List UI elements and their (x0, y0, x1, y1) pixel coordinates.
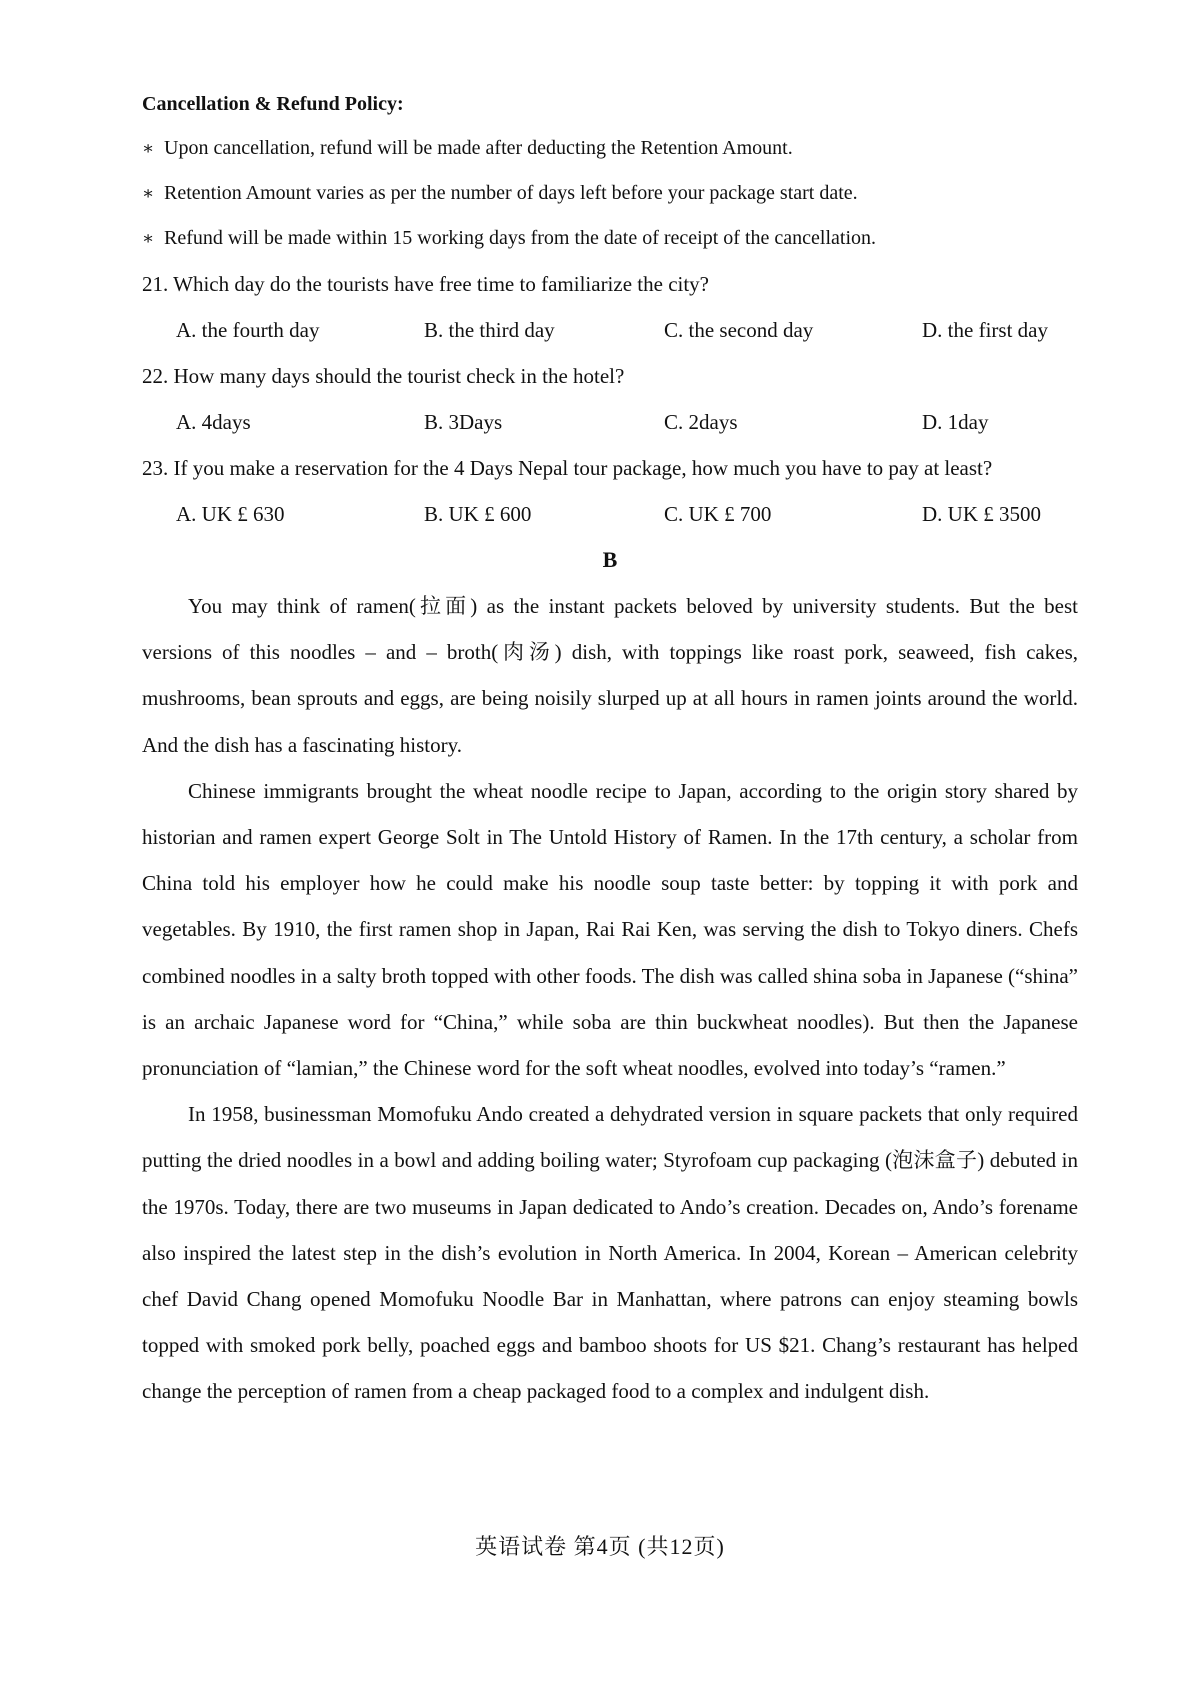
question-stem: 22. How many days should the tourist check in the hotel? (142, 364, 625, 388)
policy-list (142, 126, 1078, 261)
passage-paragraph: Chinese immigrants brought the wheat noodle recipe to Japan, according to the origin story shared by historian and ramen expert George Solt in The Untold History of Ramen. In the 17th century, a scholar from China told his employer how he could make his noodle soup taste better: by topping it with pork and vegetables. By 1910, the first ramen shop in Japan, Rai Rai Ken, was serving the dish to Tokyo diners. Chefs combined noodles in a salty broth topped with other foods. The dish was called shina soba in Japanese (“shina” is an archaic Japanese word for “China,” while soba are thin buckwheat noodles). But then the Japanese pronunciation of “lamian,” the Chinese word for the soft wheat noodles, evolved into today’s “ramen.” (142, 778, 1078, 1081)
option-a: A. the fourth day (176, 318, 320, 342)
passage-paragraph: In 1958, businessman Momofuku Ando created a dehydrated version in square packets that only required putting the dried noodles in a bowl and adding boiling water; Styrofoam cup packaging (泡沫盒子) debuted in the 1970s. Today, there are two museums in Japan dedicated to Ando’s creation. Decades on, Ando’s forename also inspired the latest step in the dish’s evolution in North America. In 2004, Korean – American celebrity chef David Chang opened Momofuku Noodle Bar in Manhattan, where patrons can enjoy steaming bowls topped with smoked pork belly, poached eggs and bamboo shoots for US $21. Chang’s restaurant has helped change the perception of ramen from a cheap packaged food to a complex and indulgent dish. (142, 1102, 1078, 1404)
policy-item-text: Refund will be made within 15 working days from the date of receipt of the cancellation. (164, 227, 877, 249)
option-d: D. UK £ 3500 (922, 502, 1041, 526)
option-a: A. UK £ 630 (176, 502, 285, 526)
option-c: C. UK £ 700 (664, 502, 772, 526)
option-a: A. 4days (176, 410, 251, 434)
option-c: C. the second day (664, 318, 814, 342)
option-c: C. 2days (664, 410, 738, 434)
option-d: D. the first day (922, 318, 1048, 342)
question-22 (142, 353, 1078, 445)
option-b: B. the third day (424, 318, 555, 342)
question-stem: 21. Which day do the tourists have free time to familiarize the city? (142, 272, 709, 296)
answer-options (142, 307, 1078, 353)
option-b: B. UK £ 600 (424, 502, 532, 526)
policy-item (142, 216, 1078, 261)
page-content (142, 82, 1078, 1415)
policy-item (142, 171, 1078, 216)
answer-options (142, 491, 1078, 537)
answer-options (142, 399, 1078, 445)
bullet-icon: ∗ (142, 228, 155, 248)
bullet-icon: ∗ (142, 183, 155, 203)
passage-paragraph: You may think of ramen(拉面) as the instant packets beloved by university students. But the best versions of this noodles – and – broth(肉汤) dish, with toppings like roast pork, seaweed, fish cakes, mushrooms, bean sprouts and eggs, are being noisily slurped up at all hours in ramen joints around the world. And the dish has a fascinating history. (142, 594, 1078, 757)
reading-passage (142, 583, 1078, 1415)
section-heading: B (602, 547, 618, 572)
option-d: D. 1day (922, 410, 989, 434)
policy-heading: Cancellation & Refund Policy: (142, 93, 404, 115)
policy-item (142, 126, 1078, 171)
question-stem: 23. If you make a reservation for the 4 Days Nepal tour package, how much you have to pay at least? (142, 456, 993, 480)
option-b: B. 3Days (424, 410, 503, 434)
policy-item-text: Upon cancellation, refund will be made after deducting the Retention Amount. (164, 137, 793, 159)
question-21 (142, 261, 1078, 353)
question-23 (142, 445, 1078, 537)
page-footer: 英语试卷 第4页 (共12页) (475, 1534, 725, 1559)
bullet-icon: ∗ (142, 138, 155, 158)
policy-item-text: Retention Amount varies as per the number of days left before your package start date. (164, 182, 858, 204)
